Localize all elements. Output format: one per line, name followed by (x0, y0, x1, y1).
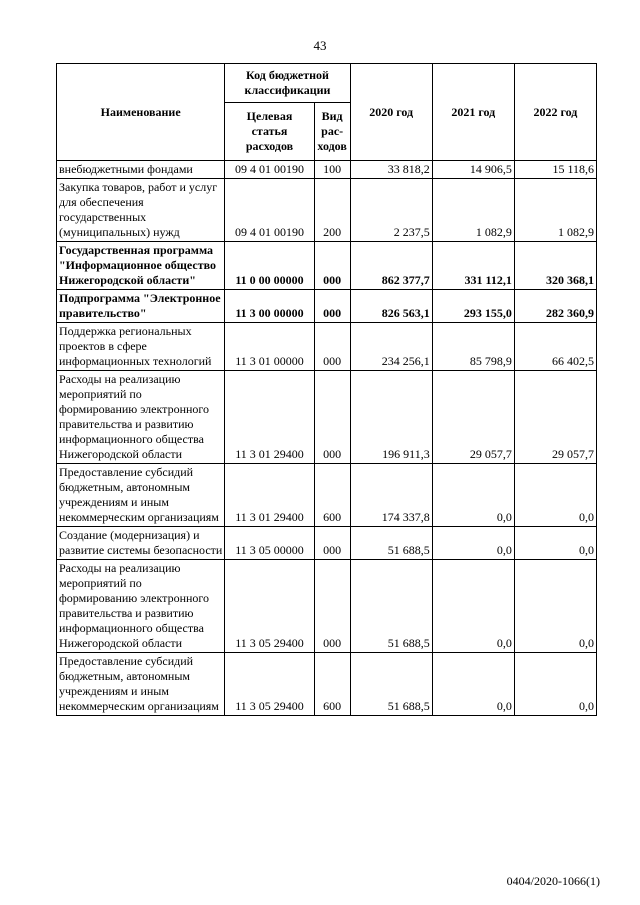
cell-expense-type: 600 (314, 653, 350, 716)
cell-2020: 33 818,2 (350, 161, 432, 179)
cell-2020: 196 911,3 (350, 371, 432, 464)
cell-name: Государственная программа "Информационное общество Нижегородской области" (57, 242, 225, 290)
cell-target-article: 11 3 01 00000 (225, 323, 314, 371)
cell-2020: 51 688,5 (350, 653, 432, 716)
table-row (57, 653, 597, 716)
cell-target-article: 11 3 01 29400 (225, 371, 314, 464)
cell-target-article: 11 3 00 00000 (225, 290, 314, 323)
cell-expense-type: 000 (314, 242, 350, 290)
header-name: Наименование (57, 64, 225, 161)
cell-2022: 0,0 (514, 653, 596, 716)
cell-2021: 293 155,0 (432, 290, 514, 323)
cell-expense-type: 200 (314, 179, 350, 242)
cell-2022: 1 082,9 (514, 179, 596, 242)
cell-expense-type: 000 (314, 527, 350, 560)
cell-2021: 0,0 (432, 653, 514, 716)
cell-2022: 320 368,1 (514, 242, 596, 290)
cell-2020: 2 237,5 (350, 179, 432, 242)
cell-2020: 234 256,1 (350, 323, 432, 371)
cell-name: Расходы на реализацию мероприятий по формированию электронного правительства и развитию информационного общества Нижегородской области (57, 560, 225, 653)
cell-expense-type: 600 (314, 464, 350, 527)
cell-target-article: 11 3 05 29400 (225, 560, 314, 653)
cell-2022: 66 402,5 (514, 323, 596, 371)
cell-expense-type: 000 (314, 323, 350, 371)
cell-2022: 282 360,9 (514, 290, 596, 323)
cell-expense-type: 000 (314, 371, 350, 464)
cell-2020: 826 563,1 (350, 290, 432, 323)
cell-name: Предоставление субсидий бюджетным, автономным учреждениям и иным некоммерческим организациям (57, 653, 225, 716)
footer-document-code: 0404/2020-1066(1) (506, 874, 600, 888)
cell-2021: 14 906,5 (432, 161, 514, 179)
cell-2021: 85 798,9 (432, 323, 514, 371)
cell-expense-type: 100 (314, 161, 350, 179)
table-row (57, 161, 597, 179)
cell-name: внебюджетными фондами (57, 161, 225, 179)
cell-2021: 29 057,7 (432, 371, 514, 464)
header-target: Целевая статья расходов (225, 102, 314, 160)
cell-target-article: 11 3 01 29400 (225, 464, 314, 527)
cell-2021: 0,0 (432, 527, 514, 560)
header-2021: 2021 год (432, 64, 514, 161)
cell-2021: 0,0 (432, 464, 514, 527)
cell-target-article: 09 4 01 00190 (225, 179, 314, 242)
header-2022: 2022 год (514, 64, 596, 161)
header-code-group: Код бюджетной классификации (225, 64, 350, 103)
table-body (57, 161, 597, 716)
cell-2021: 331 112,1 (432, 242, 514, 290)
cell-name: Предоставление субсидий бюджетным, автономным учреждениям и иным некоммерческим организациям (57, 464, 225, 527)
cell-name: Закупка товаров, работ и услуг для обеспечения государственных (муниципальных) нужд (57, 179, 225, 242)
cell-2021: 1 082,9 (432, 179, 514, 242)
cell-name: Расходы на реализацию мероприятий по формированию электронного правительства и развитию информационного общества Нижегородской области (57, 371, 225, 464)
table-row (57, 179, 597, 242)
cell-2022: 15 118,6 (514, 161, 596, 179)
cell-2020: 51 688,5 (350, 560, 432, 653)
header-type: Вид рас-ходов (314, 102, 350, 160)
cell-2020: 174 337,8 (350, 464, 432, 527)
cell-2021: 0,0 (432, 560, 514, 653)
cell-expense-type: 000 (314, 290, 350, 323)
cell-2022: 0,0 (514, 560, 596, 653)
cell-target-article: 11 0 00 00000 (225, 242, 314, 290)
cell-2022: 29 057,7 (514, 371, 596, 464)
header-row (57, 64, 597, 103)
table-row (57, 371, 597, 464)
cell-target-article: 09 4 01 00190 (225, 161, 314, 179)
cell-name: Подпрограмма "Электронное правительство" (57, 290, 225, 323)
cell-2022: 0,0 (514, 527, 596, 560)
header-2020: 2020 год (350, 64, 432, 161)
table-row (57, 242, 597, 290)
cell-target-article: 11 3 05 29400 (225, 653, 314, 716)
cell-2020: 51 688,5 (350, 527, 432, 560)
cell-name: Создание (модернизация) и развитие системы безопасности (57, 527, 225, 560)
cell-2020: 862 377,7 (350, 242, 432, 290)
table-row (57, 323, 597, 371)
table-row (57, 527, 597, 560)
page-number: 43 (313, 38, 327, 53)
cell-name: Поддержка региональных проектов в сфере информационных технологий (57, 323, 225, 371)
table-row (57, 290, 597, 323)
cell-target-article: 11 3 05 00000 (225, 527, 314, 560)
cell-expense-type: 000 (314, 560, 350, 653)
table-row (57, 560, 597, 653)
cell-2022: 0,0 (514, 464, 596, 527)
table-row (57, 464, 597, 527)
budget-table (56, 63, 597, 716)
